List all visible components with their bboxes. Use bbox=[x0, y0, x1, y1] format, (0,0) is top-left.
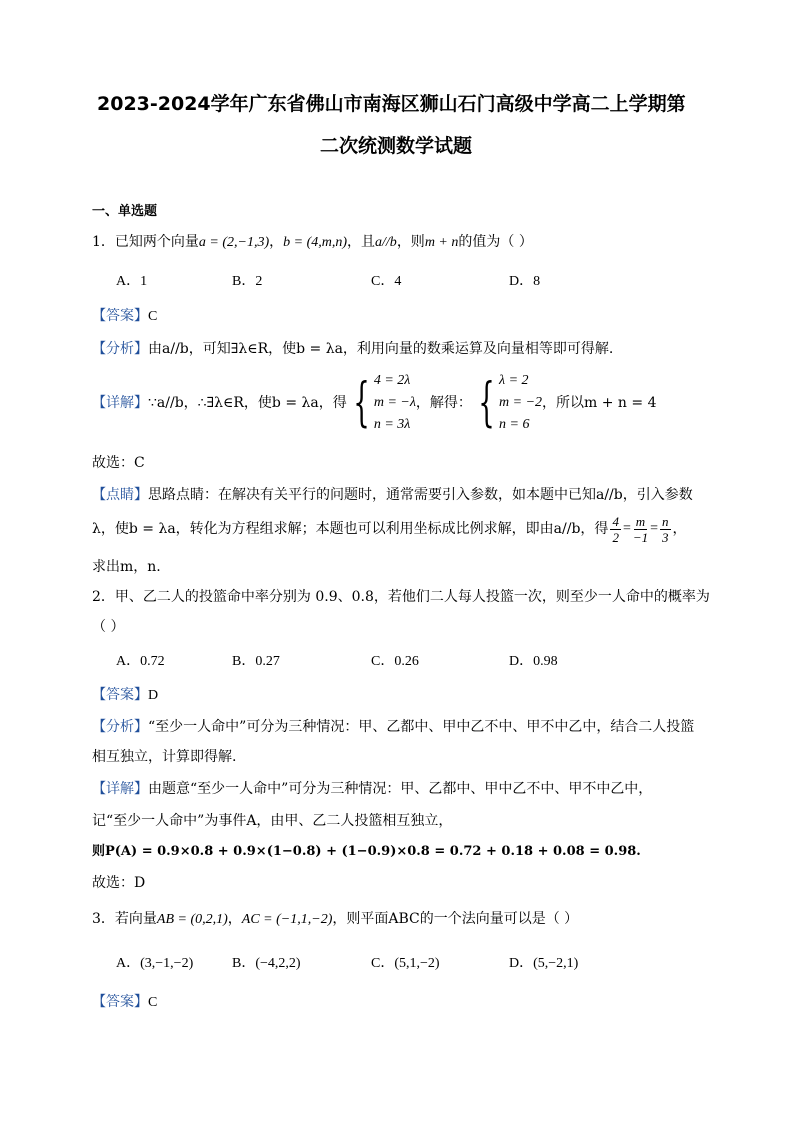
system-brace-1: { bbox=[353, 373, 370, 433]
q3-stem-text: 3．若向量 bbox=[92, 911, 157, 927]
q1-detail-pre: ∵a//b，∴∃λ∈R，使b = λa，得 bbox=[148, 395, 347, 411]
q3-answer bbox=[92, 993, 157, 1012]
q2-detail-line2: 记“至少一人命中”为事件A，由甲、乙二人投篮相互独立， bbox=[92, 813, 453, 829]
q1-system-2-eq: λ = 2 bbox=[499, 373, 529, 388]
doc-title-line2: 二次统测数学试题 bbox=[320, 135, 473, 157]
q2-analysis-text: “至少一人命中”可分为三种情况：甲、乙都中、甲中乙不中、甲不中乙中，结合二人投篮 bbox=[148, 719, 695, 735]
q2-option-c: C．0.26 bbox=[371, 654, 419, 669]
q3-option-d: D．(5,−2,1) bbox=[509, 956, 579, 971]
fraction-numerator: m bbox=[635, 513, 646, 529]
q1-system-1-eq: m = −λ bbox=[373, 395, 416, 410]
q3-vector-ab: AB = (0,2,1) bbox=[156, 912, 228, 927]
q1-vector-b: b = (4,m,n) bbox=[283, 235, 348, 250]
q1-stem-text: ，则 bbox=[396, 234, 425, 250]
q1-tip-text: 思路点睛：在解决有关平行的问题时，通常需要引入参数，如本题中已知a//b，引入参数 bbox=[148, 487, 693, 503]
fraction-denominator: −1 bbox=[632, 529, 649, 545]
q1-choose: 故选：C bbox=[92, 455, 145, 471]
q3-vector-ac: AC = (−1,1,−2) bbox=[241, 912, 333, 927]
q1-detail-mid: ，解得： bbox=[415, 395, 472, 411]
q1-analysis-text: 由a//b，可知∃λ∈R，使b = λa，利用向量的数乘运算及向量相等即可得解. bbox=[148, 341, 614, 357]
q3-answer-value: C bbox=[148, 995, 158, 1010]
q1-system-1 bbox=[374, 370, 416, 436]
q1-tip-text: λ，使b = λa，转化为方程组求解；本题也可以利用坐标成比例求解，即由a//b，得 bbox=[92, 521, 609, 537]
q3-stem-text: ，则平面ABC的一个法向量可以是（ ） bbox=[332, 911, 579, 927]
section-heading: 一、单选题 bbox=[92, 204, 158, 219]
q1-stem-text: 的值为（ ） bbox=[458, 234, 533, 250]
q2-answer bbox=[92, 686, 158, 705]
fraction-numerator: 4 bbox=[612, 513, 619, 529]
q1-fraction-2 bbox=[633, 514, 648, 545]
answer-tag: 【答案】 bbox=[92, 994, 148, 1010]
tip-tag: 【点睛】 bbox=[92, 487, 148, 503]
q1-option-a: A．1 bbox=[116, 274, 148, 289]
analysis-tag: 【分析】 bbox=[92, 719, 148, 735]
q1-tip-line2: λ，使b = λa，转化为方程组求解；本题也可以利用坐标成比例求解，即由a//b，得 $\frac{4}{2}$ = $\frac{m}{-1}$ = $\frac{n}{3}$ ， bbox=[92, 513, 687, 545]
q3-stem: 3．若向量AB = (0,2,1)，AC = (−1,1,−2)，则平面ABC的一个法向量可以是（ ） bbox=[92, 911, 579, 927]
detail-tag: 【详解】 bbox=[92, 395, 148, 411]
q2-analysis-line2: 相互独立，计算即得解. bbox=[92, 749, 237, 765]
q1-system-1-eq: n = 3λ bbox=[373, 417, 411, 432]
q3-option-a: A．(3,−1,−2) bbox=[116, 956, 194, 971]
doc-title-line1: 2023-2024学年广东省佛山市南海区狮山石门高级中学高二上学期第 bbox=[97, 93, 686, 115]
q1-system-2-eq: m = −2 bbox=[499, 395, 543, 410]
answer-tag: 【答案】 bbox=[92, 687, 148, 703]
q2-detail-line3: 则P(A) = 0.9×0.8 + 0.9×(1−0.8) + (1−0.9)×0.8 = 0.72 + 0.18 + 0.08 = 0.98. bbox=[92, 844, 641, 859]
fraction-denominator: 3 bbox=[662, 529, 669, 545]
q1-option-d: D．8 bbox=[509, 274, 541, 289]
fraction-denominator: 2 bbox=[612, 529, 619, 545]
q1-answer bbox=[92, 307, 157, 326]
q2-option-d: D．0.98 bbox=[509, 654, 558, 669]
q1-tip-line3: 求出m，n. bbox=[92, 559, 161, 575]
q1-parallel: a//b bbox=[375, 235, 397, 250]
q1-answer-value: C bbox=[148, 309, 158, 324]
system-brace-2: { bbox=[478, 373, 495, 433]
q1-tip-line1 bbox=[92, 486, 693, 504]
q2-detail-text: 由题意“至少一人命中”可分为三种情况：甲、乙都中、甲中乙不中、甲不中乙中， bbox=[148, 781, 653, 797]
q1-option-c: C．4 bbox=[371, 274, 402, 289]
answer-tag: 【答案】 bbox=[92, 308, 148, 324]
q1-detail-post: ，所以m + n = 4 bbox=[542, 395, 657, 411]
q3-option-c: C．(5,1,−2) bbox=[371, 956, 440, 971]
q2-stem-line1: 2．甲、乙二人的投篮命中率分别为 0.9、0.8，若他们二人每人投篮一次，则至少一人命中的概率为 bbox=[92, 589, 710, 605]
fraction-numerator: n bbox=[662, 513, 669, 529]
q1-stem: 1．已知两个向量a = (2,−1,3)，b = (4,m,n)，且a//b，则m + n的值为（ ） bbox=[92, 234, 533, 250]
q1-system-2 bbox=[499, 370, 542, 436]
q2-stem-line2: （ ） bbox=[92, 619, 125, 635]
q2-answer-value: D bbox=[148, 688, 159, 703]
detail-tag: 【详解】 bbox=[92, 781, 148, 797]
q1-system-2-eq: n = 6 bbox=[499, 417, 530, 432]
q1-expression: m + n bbox=[424, 235, 459, 250]
q1-analysis bbox=[92, 340, 613, 358]
q2-choose: 故选：D bbox=[92, 875, 146, 891]
q3-option-b: B．(−4,2,2) bbox=[232, 956, 301, 971]
q1-stem-text: ，且 bbox=[347, 234, 376, 250]
q1-vector-a: a = (2,−1,3) bbox=[198, 235, 270, 250]
analysis-tag: 【分析】 bbox=[92, 341, 148, 357]
q1-option-b: B．2 bbox=[232, 274, 263, 289]
q1-system-1-eq: 4 = 2λ bbox=[373, 373, 411, 388]
q1-stem-text: 1．已知两个向量 bbox=[92, 234, 199, 250]
q2-detail-line1 bbox=[92, 780, 652, 798]
q1-fraction-1 bbox=[610, 514, 621, 545]
q2-analysis-line1 bbox=[92, 718, 694, 736]
q2-option-a: A．0.72 bbox=[116, 654, 165, 669]
q2-option-b: B．0.27 bbox=[232, 654, 280, 669]
q1-fraction-3 bbox=[660, 514, 671, 545]
q1-detail bbox=[92, 368, 657, 438]
